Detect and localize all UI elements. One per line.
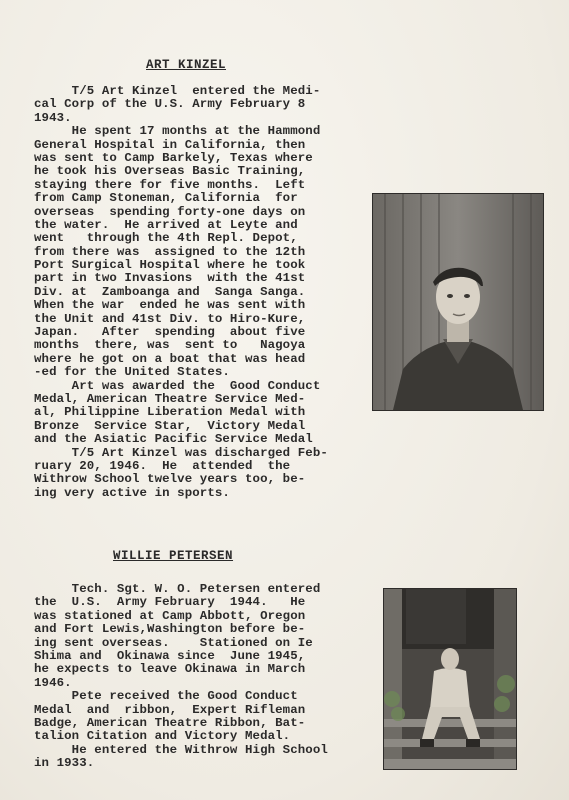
text-line: Art was awarded the Good Conduct	[34, 378, 321, 393]
text-line: Port Surgical Hospital where he took	[34, 258, 306, 273]
text-line: he took his Overseas Basic Training,	[34, 164, 306, 179]
text-line: Medal and ribbon, Expert Rifleman	[34, 702, 306, 717]
text-line: and Fort Lewis,Washington before be-	[34, 622, 306, 637]
text-line: the Unit and 41st Div. to Hiro-Kure,	[34, 311, 306, 326]
text-line: staying there for five months. Left	[34, 177, 306, 192]
text-line: -ed for the United States.	[34, 365, 230, 380]
text-line: Medal, American Theatre Service Med-	[34, 391, 306, 406]
text-line: from there was assigned to the 12th	[34, 244, 306, 259]
text-line: ing sent overseas. Stationed on Ie	[34, 635, 313, 650]
text-line: General Hospital in California, then	[34, 137, 306, 152]
text-line: cal Corp of the U.S. Army February 8	[34, 97, 306, 112]
text-line: Japan. After spending about five	[34, 325, 306, 340]
text-line: Div. at Zamboanga and Sanga Sanga.	[34, 284, 306, 299]
text-line: was sent to Camp Barkely, Texas where	[34, 150, 313, 165]
text-line: Badge, American Theatre Ribbon, Bat-	[34, 715, 306, 730]
text-line: where he got on a boat that was head	[34, 351, 306, 366]
text-line: 1946.	[34, 675, 72, 690]
section-title-art-kinzel: ART KINZEL	[146, 58, 227, 72]
portrait-photo-willie-petersen	[383, 588, 517, 770]
text-line: talion Citation and Victory Medal.	[34, 729, 291, 744]
text-line: Tech. Sgt. W. O. Petersen entered	[34, 582, 321, 596]
text-line: T/5 Art Kinzel entered the Medi-	[34, 84, 321, 98]
text-line: He spent 17 months at the Hammond	[34, 124, 321, 139]
portrait-photo-art-kinzel	[372, 193, 544, 411]
section-title-willie-petersen: WILLIE PETERSEN	[113, 549, 234, 563]
biography-art-kinzel	[34, 85, 334, 500]
text-line: al, Philippine Liberation Medal with	[34, 405, 306, 420]
text-line: overseas spending forty-one days on	[34, 204, 306, 219]
text-line: from Camp Stoneman, California for	[34, 191, 298, 206]
text-line: Withrow School twelve years too, be-	[34, 472, 306, 487]
text-line: the U.S. Army February 1944. He	[34, 595, 306, 610]
text-line: ing very active in sports.	[34, 485, 230, 500]
text-line: Bronze Service Star, Victory Medal	[34, 418, 306, 433]
text-line: in 1933.	[34, 756, 95, 771]
text-line: He entered the Withrow High School	[34, 742, 328, 757]
text-line: ruary 20, 1946. He attended the	[34, 458, 291, 473]
text-line: he expects to leave Okinawa in March	[34, 662, 306, 677]
text-line: part in two Invasions with the 41st	[34, 271, 306, 286]
text-line: When the war ended he was sent with	[34, 298, 306, 313]
text-line: months there, was sent to Nagoya	[34, 338, 306, 353]
text-line: Shima and Okinawa since June 1945,	[34, 648, 306, 663]
biography-willie-petersen	[34, 583, 334, 770]
text-line: was stationed at Camp Abbott, Oregon	[34, 608, 306, 623]
text-line: and the Asiatic Pacific Service Medal	[34, 432, 313, 447]
text-line: the water. He arrived at Leyte and	[34, 217, 298, 232]
text-line: T/5 Art Kinzel was discharged Feb-	[34, 445, 328, 460]
text-line: 1943.	[34, 110, 72, 125]
text-line: went through the 4th Repl. Depot,	[34, 231, 298, 246]
text-line: Pete received the Good Conduct	[34, 689, 298, 704]
